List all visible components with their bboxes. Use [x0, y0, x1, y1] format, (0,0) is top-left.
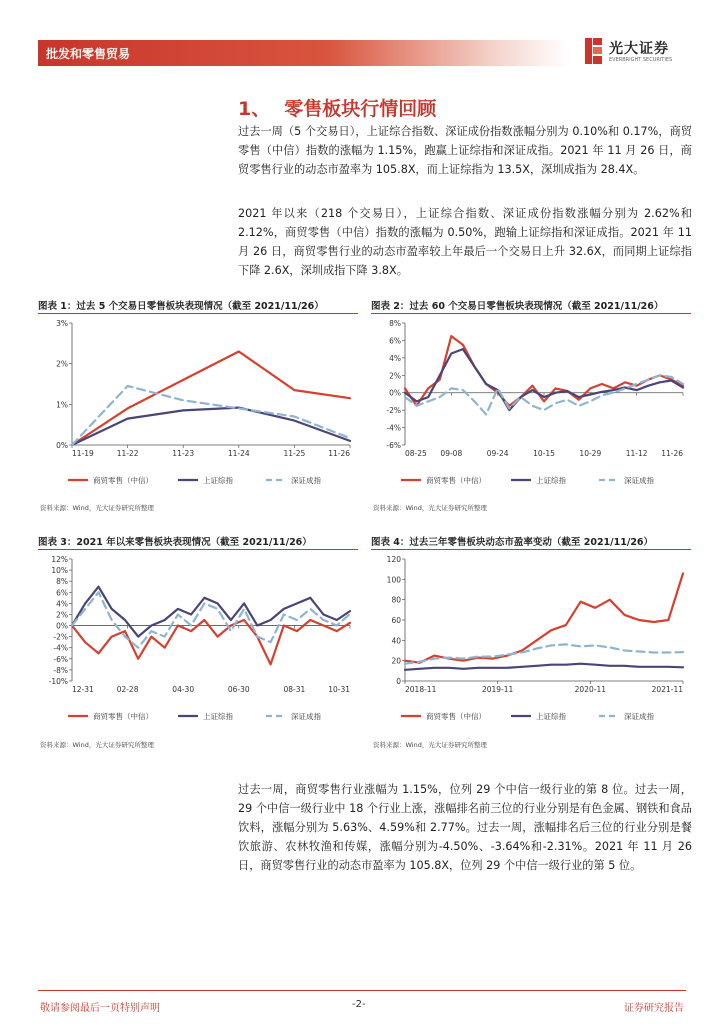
y-tick-label: -6%: [53, 654, 68, 664]
y-tick-label: 0: [396, 677, 401, 686]
y-tick-label: 100: [386, 575, 401, 585]
legend-label-shenzhen: 深证成指: [624, 476, 654, 485]
chart-source: 资料来源：Wind，光大证券研究所整理: [373, 741, 487, 749]
x-tick-label: 2019-11: [481, 685, 514, 694]
y-tick-label: -10%: [48, 677, 68, 686]
x-tick-label: 2021-11: [651, 685, 683, 694]
x-tick-label: 08-25: [405, 449, 427, 458]
chart-title-bar: [371, 533, 691, 550]
chart-title-bar: [38, 533, 358, 550]
footer-report-type: 证券研究报告: [624, 1003, 684, 1014]
x-tick-label: 09-24: [486, 449, 509, 458]
x-tick-label: 11-19: [72, 449, 94, 458]
y-tick-label: 6%: [56, 588, 68, 598]
x-tick-label: 11-25: [283, 449, 306, 458]
series-line-shanghai: [72, 408, 350, 445]
header-category: 批发和零售贸易: [46, 47, 131, 61]
chart-3: [38, 533, 358, 733]
series-line-shenzhen: [72, 386, 350, 445]
y-tick-label: 1%: [56, 400, 68, 410]
y-tick-label: 4%: [56, 599, 68, 609]
footer-disclaimer: 敬请参阅最后一页特别声明: [40, 1003, 160, 1014]
footer-divider: [38, 990, 686, 991]
series-line-retail: [72, 620, 350, 664]
chart-source: 资料来源：Wind，光大证券研究所整理: [40, 741, 154, 749]
y-tick-label: -4%: [386, 423, 401, 433]
chart-title: 图表 4：过去三年零售板块动态市盈率变动（截至 2021/11/26）: [371, 537, 654, 548]
legend-label-shanghai: 上证综指: [203, 476, 233, 485]
section-title: [238, 94, 436, 121]
legend-label-shenzhen: 深证成指: [291, 712, 321, 721]
y-tick-label: 2%: [389, 371, 401, 381]
y-tick-label: 0%: [56, 621, 68, 631]
x-tick-label: 12-31: [72, 685, 94, 694]
y-tick-label: 3%: [56, 319, 68, 328]
y-tick-label: 8%: [56, 577, 68, 587]
x-tick-label: 02-28: [116, 685, 139, 694]
x-tick-label: 11-22: [116, 449, 139, 458]
chart-svg: [38, 551, 358, 731]
x-tick-label: 10-31: [328, 685, 350, 694]
x-tick-label: 11-26: [661, 449, 683, 458]
chart-svg: [38, 315, 358, 495]
y-tick-label: 2%: [56, 359, 68, 369]
y-tick-label: 40: [391, 636, 401, 646]
y-tick-label: 6%: [389, 336, 401, 346]
chart-2: [371, 297, 691, 497]
y-tick-label: -2%: [386, 406, 401, 416]
header-bar: [38, 40, 568, 66]
x-tick-label: 11-23: [172, 449, 195, 458]
y-tick-label: -2%: [53, 632, 68, 642]
chart-title-bar: [371, 297, 691, 314]
y-tick-label: -8%: [53, 665, 68, 675]
x-tick-label: 08-31: [283, 685, 306, 694]
x-tick-label: 2018-11: [405, 685, 437, 694]
legend-label-shanghai: 上证综指: [203, 712, 233, 721]
chart-svg: [371, 551, 691, 731]
chart-svg: [371, 315, 691, 495]
legend-label-shanghai: 上证综指: [536, 712, 566, 721]
y-tick-label: 8%: [389, 319, 401, 328]
legend-label-shenzhen: 深证成指: [624, 712, 654, 721]
y-tick-label: -6%: [386, 441, 401, 450]
chart-title-bar: [38, 297, 358, 314]
chart-source: 资料来源：Wind，光大证券研究所整理: [40, 504, 154, 512]
series-line-shenzhen: [405, 644, 683, 663]
y-tick-label: 2%: [56, 610, 68, 620]
y-tick-label: 20: [391, 656, 401, 666]
paragraph-ytd: 2021 年以来（218 个交易日），上证综合指数、深证成份指数涨幅分别为 2.62%和 2.12%，商贸零售（中信）指数的涨幅为 0.50%，跑输上证综指和深证成指。2021 年 11 月 26 日，商贸零售行业的动态市盈率较上年最后一个交易日上升 32.6X，而同期上证综指下降 2.6X，深圳成指下降 3.8X。: [238, 207, 692, 277]
section-number: 1、: [238, 98, 271, 120]
y-tick-label: 12%: [51, 555, 68, 564]
y-tick-label: 0%: [389, 388, 401, 398]
series-line-shanghai: [405, 664, 683, 670]
legend-label-retail: 商贸零售（中信）: [426, 712, 486, 721]
chart-title: 图表 1：过去 5 个交易日零售板块表现情况（截至 2021/11/26）: [38, 301, 324, 312]
x-tick-label: 10-29: [579, 449, 602, 458]
chart-title: 图表 2：过去 60 个交易日零售板块表现情况（截至 2021/11/26）: [371, 301, 664, 312]
x-tick-label: 11-24: [227, 449, 250, 458]
section-title-text: 零售板块行情回顾: [284, 98, 437, 120]
y-tick-label: 120: [386, 555, 401, 564]
x-tick-label: 2020-11: [574, 685, 607, 694]
x-tick-label: 09-08: [440, 449, 463, 458]
x-tick-label: 11-12: [625, 449, 648, 458]
chart-1: [38, 297, 358, 497]
brand-logo: [585, 36, 695, 70]
paragraph-weekly: 过去一周（5 个交易日），上证综合指数、深证成份指数涨幅分别为 0.10%和 0.17%，商贸零售（中信）指数的涨幅为 1.15%，跑赢上证综指和深证成指。2021 年 11 月 26 日，商贸零售行业的动态市盈率为 105.8X，而上证综指为 13.5X，深圳成指为 28.4X。: [238, 125, 692, 176]
brand-name-en: EVERBRIGHT SECURITIES: [609, 57, 673, 63]
x-tick-label: 11-26: [328, 449, 350, 458]
chart-title: 图表 3：2021 年以来零售板块表现情况（截至 2021/11/26）: [38, 537, 312, 548]
y-tick-label: 60: [391, 616, 401, 625]
legend-label-shanghai: 上证综指: [536, 476, 566, 485]
legend-label-retail: 商贸零售（中信）: [93, 712, 153, 721]
y-tick-label: 80: [391, 595, 401, 605]
x-tick-label: 06-30: [227, 685, 250, 694]
brand-logo-icon: [585, 36, 603, 66]
paragraph-industry: 过去一周，商贸零售行业涨幅为 1.15%，位列 29 个中信一级行业的第 8 位。过去一周，29 个中信一级行业中 18 个行业上涨，涨幅排名前三位的行业分别是有色金属、钢铁和食品饮料，涨幅分别为 5.63%、4.59%和 2.77%。过去一周，涨幅排名后三位的行业分别是餐饮旅游、农林牧渔和传媒，涨幅分别为-4.50%、-3.64%和-2.31%。2021 年 11 月 26 日，商贸零售行业的动态市盈率为 105.8X，位列 29 个中信一级行业的第 5 位。: [238, 783, 692, 872]
brand-name-cn: 光大证券: [609, 41, 669, 57]
y-tick-label: 0%: [56, 441, 68, 450]
series-line-retail: [72, 352, 350, 446]
x-tick-label: 04-30: [172, 685, 195, 694]
legend-label-retail: 商贸零售（中信）: [426, 476, 486, 485]
y-tick-label: 4%: [389, 353, 401, 363]
y-tick-label: -4%: [53, 643, 68, 653]
chart-source: 资料来源：Wind，光大证券研究所整理: [373, 504, 487, 512]
x-tick-label: 10-15: [533, 449, 555, 458]
legend-label-shenzhen: 深证成指: [291, 476, 321, 485]
y-tick-label: 10%: [51, 566, 68, 576]
series-line-retail: [405, 573, 683, 662]
page-number: -2-: [352, 999, 366, 1010]
legend-label-retail: 商贸零售（中信）: [93, 476, 153, 485]
chart-4: [371, 533, 691, 733]
